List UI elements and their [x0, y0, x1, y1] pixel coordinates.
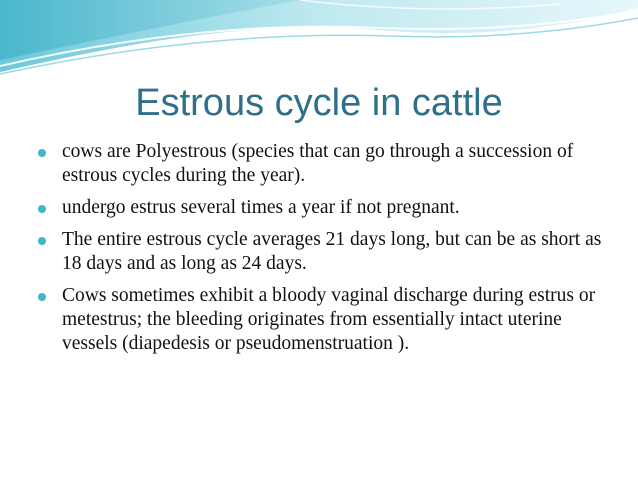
slide-title: Estrous cycle in cattle: [135, 82, 503, 124]
bullet-text: Cows sometimes exhibit a bloody vaginal discharge during estrus or metestrus; the bleeding originates from essentially intact uterine vessels (diapedesis or pseudomenstruation ).: [62, 285, 596, 354]
bullet-text: undergo estrus several times a year if not pregnant.: [62, 197, 460, 218]
bullet-dot-icon: [38, 237, 46, 245]
bullet-dot-icon: [38, 293, 46, 301]
bullet-text: cows are Polyestrous (species that can go through a succession of estrous cycles during the year).: [62, 141, 574, 186]
bullet-item: [38, 228, 608, 276]
bullet-dot-icon: [38, 205, 46, 213]
bullet-dot-icon: [38, 149, 46, 157]
bullet-item: [38, 284, 608, 356]
wave-header-decoration: [0, 0, 638, 80]
bullet-item: [38, 140, 608, 188]
bullet-text: The entire estrous cycle averages 21 days long, but can be as short as 18 days and as long as 24 days.: [62, 229, 602, 274]
bullet-item: [38, 196, 608, 220]
bullet-list: [38, 140, 608, 364]
